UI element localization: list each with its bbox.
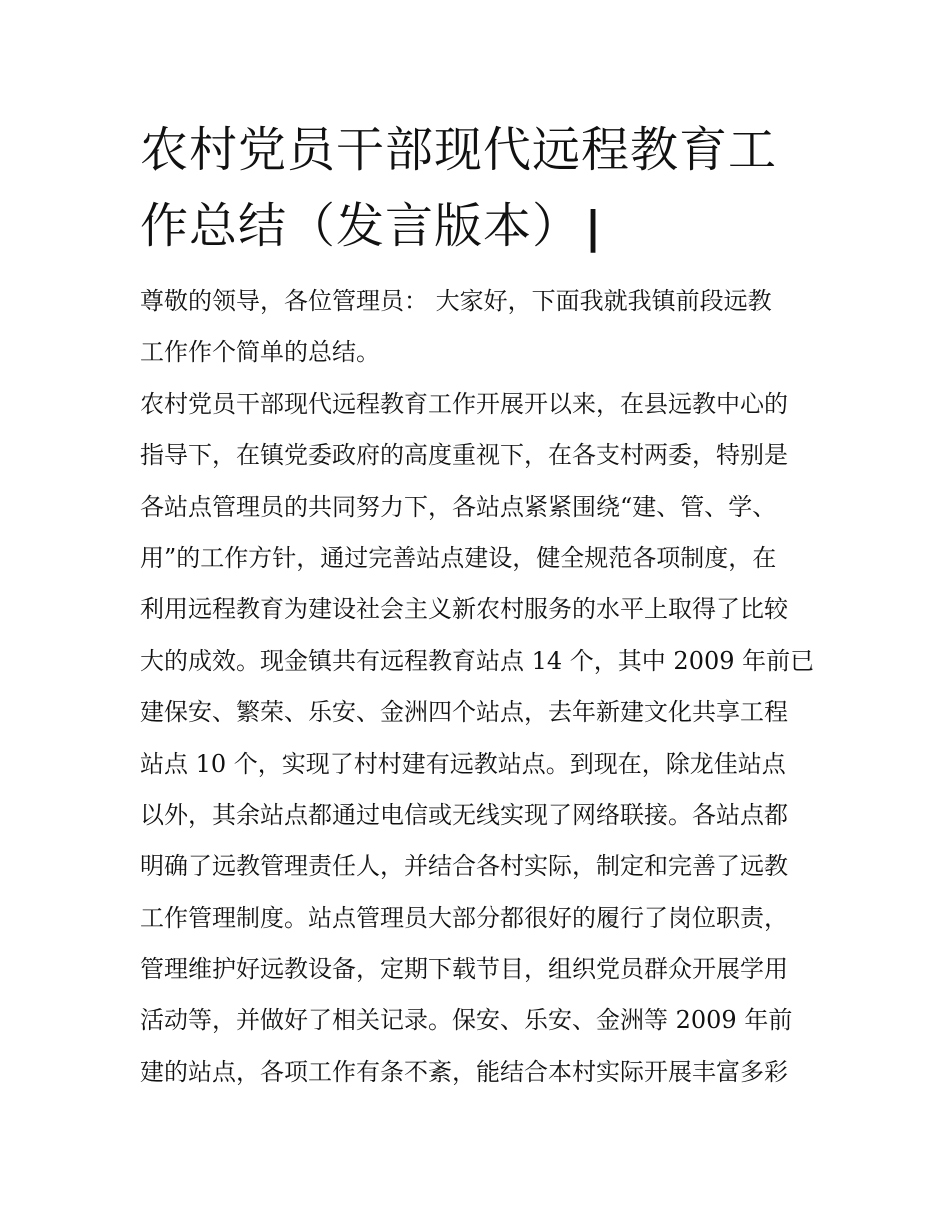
body-line: 站点 10 个，实现了村村建有远教站点。到现在，除龙佳站点	[140, 749, 786, 778]
title-line-2-text: 作总结（发言版本）	[140, 198, 582, 254]
body-line: 尊敬的领导，各位管理员： 大家好，下面我就我镇前段远教	[140, 287, 772, 315]
text-cursor: |	[585, 202, 603, 253]
body-line: 利用远程教育为建设社会主义新农村服务的水平上取得了比较	[140, 595, 788, 624]
body-line: 工作管理制度。站点管理员大部分都很好的履行了岗位职责，	[140, 903, 788, 932]
body-line: 指导下，在镇党委政府的高度重视下，在各支村两委，特别是	[140, 441, 788, 470]
body-line: 以外，其余站点都通过电信或无线实现了网络联接。各站点都	[140, 800, 788, 829]
title-line-1: 农村党员干部现代远程教育工	[140, 122, 778, 178]
body-line: 活动等，并做好了相关记录。保安、乐安、金洲等 2009 年前	[140, 1006, 793, 1035]
document-body	[140, 276, 830, 1098]
body-line: 各站点管理员的共同努力下，各站点紧紧围绕“建、管、学、	[140, 492, 777, 521]
title-line-2	[140, 188, 820, 266]
body-line: 用”的工作方针，通过完善站点建设，健全规范各项制度，在	[140, 543, 777, 572]
body-line: 建保安、繁荣、乐安、金洲四个站点，去年新建文化共享工程	[140, 698, 788, 727]
body-line: 明确了远教管理责任人，并结合各村实际，制定和完善了远教	[140, 852, 788, 881]
body-line: 管理维护好远教设备，定期下载节目，组织党员群众开展学用	[140, 955, 788, 984]
body-line: 农村党员干部现代远程教育工作开展开以来，在县远教中心的	[140, 389, 788, 418]
body-line: 工作作个简单的总结。	[140, 338, 380, 367]
document-title	[140, 112, 820, 266]
body-line: 建的站点，各项工作有条不紊，能结合本村实际开展丰富多彩	[140, 1057, 788, 1086]
body-line: 大的成效。现金镇共有远程教育站点 14 个，其中 2009 年前已	[140, 646, 815, 675]
